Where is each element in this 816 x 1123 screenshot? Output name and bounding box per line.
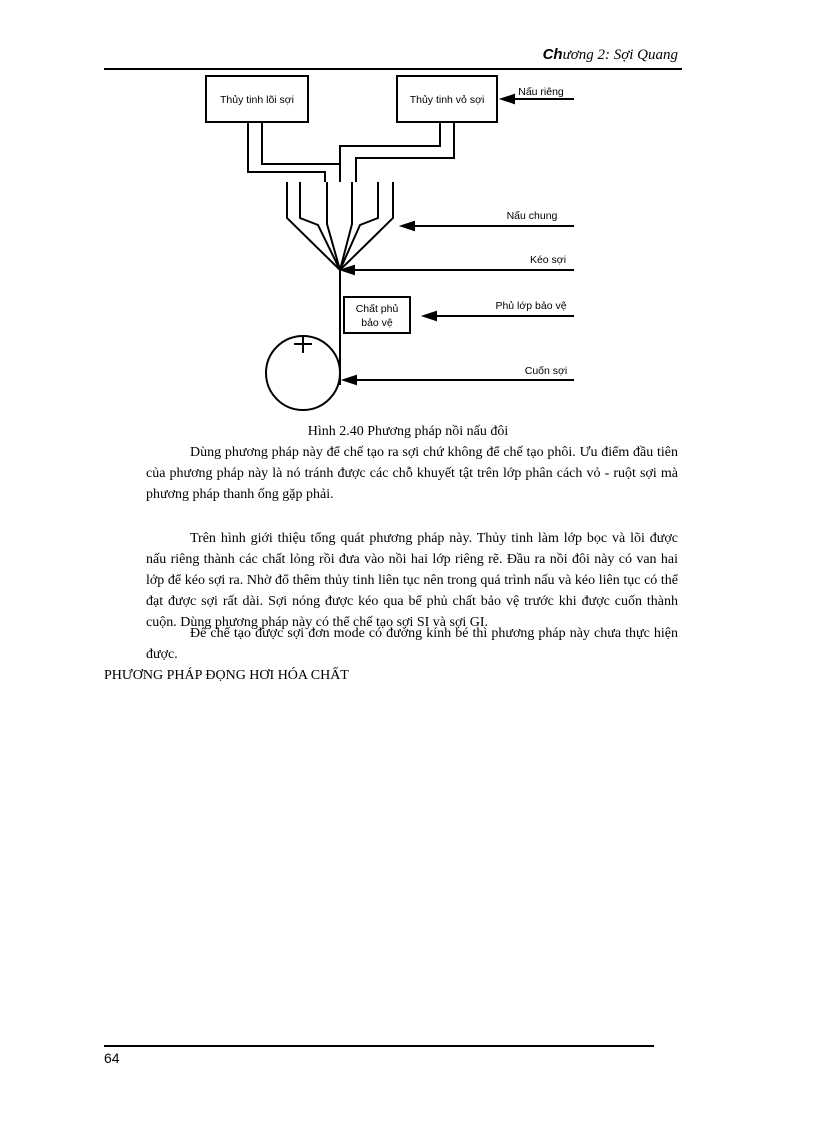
label-core-glass: Thủy tinh lõi sợi xyxy=(220,94,294,106)
paragraph-3: Để chế tạo được sợi đơn mode có đường kính bé thì phương pháp này chưa thực hiện được. xyxy=(146,626,678,662)
header-chapter-prefix: Ch xyxy=(542,46,563,63)
label-coating-line2: bảo vệ xyxy=(361,317,393,329)
page-number: 64 xyxy=(104,1050,120,1066)
double-crucible-diagram xyxy=(0,0,816,420)
figure-caption: Hình 2.40 Phương pháp nồi nấu đôi xyxy=(307,424,509,439)
inner-crucible xyxy=(300,182,340,270)
footer-rule xyxy=(104,1045,654,1047)
label-protective-coat: Phủ lớp bảo vệ xyxy=(495,300,567,312)
label-joint-melt: Nấu chung xyxy=(506,210,558,222)
label-clad-glass: Thủy tinh vỏ sợi xyxy=(409,94,485,106)
section-heading: PHƯƠNG PHÁP ĐỌNG HƠI HÓA CHẤT xyxy=(104,668,349,683)
label-winding: Cuốn sợi xyxy=(524,365,568,377)
paragraph-1: Dùng phương pháp này để chế tạo ra sợi chứ không để chế tạo phôi. Ưu điểm đầu tiên của phương pháp này là nó tránh được các chỗ khuyết tật trên lớp phân cách vỏ - ruột sợi mà phương pháp thanh ống gặp phải. xyxy=(146,445,678,502)
header-chapter-title: ương 2: Sợi Quang xyxy=(562,47,678,63)
inner-feed-pipe xyxy=(262,122,340,164)
label-separate-melt: Nấu riêng xyxy=(518,86,564,98)
paragraph-2: Trên hình giới thiệu tổng quát phương pháp này. Thủy tinh làm lớp bọc và lõi được nấu riêng thành các chất lỏng rồi đưa vào nồi hai lớp riêng rẽ. Đầu ra nồi đôi này có van hai lớp để kéo sợi ra. Nhờ đổ thêm thủy tinh liên tục nên trong quá trình nấu và kéo liên tục có thể đạt được sợi rất dài. Sợi nóng được kéo qua bể phủ chất bảo vệ trước khi được cuốn thành cuộn. Dùng phương pháp này có thể chế tạo sợi SI và sợi GI. xyxy=(146,531,678,630)
label-draw-fiber: Kéo sợi xyxy=(529,254,567,266)
label-coating-line1: Chất phủ xyxy=(355,303,399,315)
